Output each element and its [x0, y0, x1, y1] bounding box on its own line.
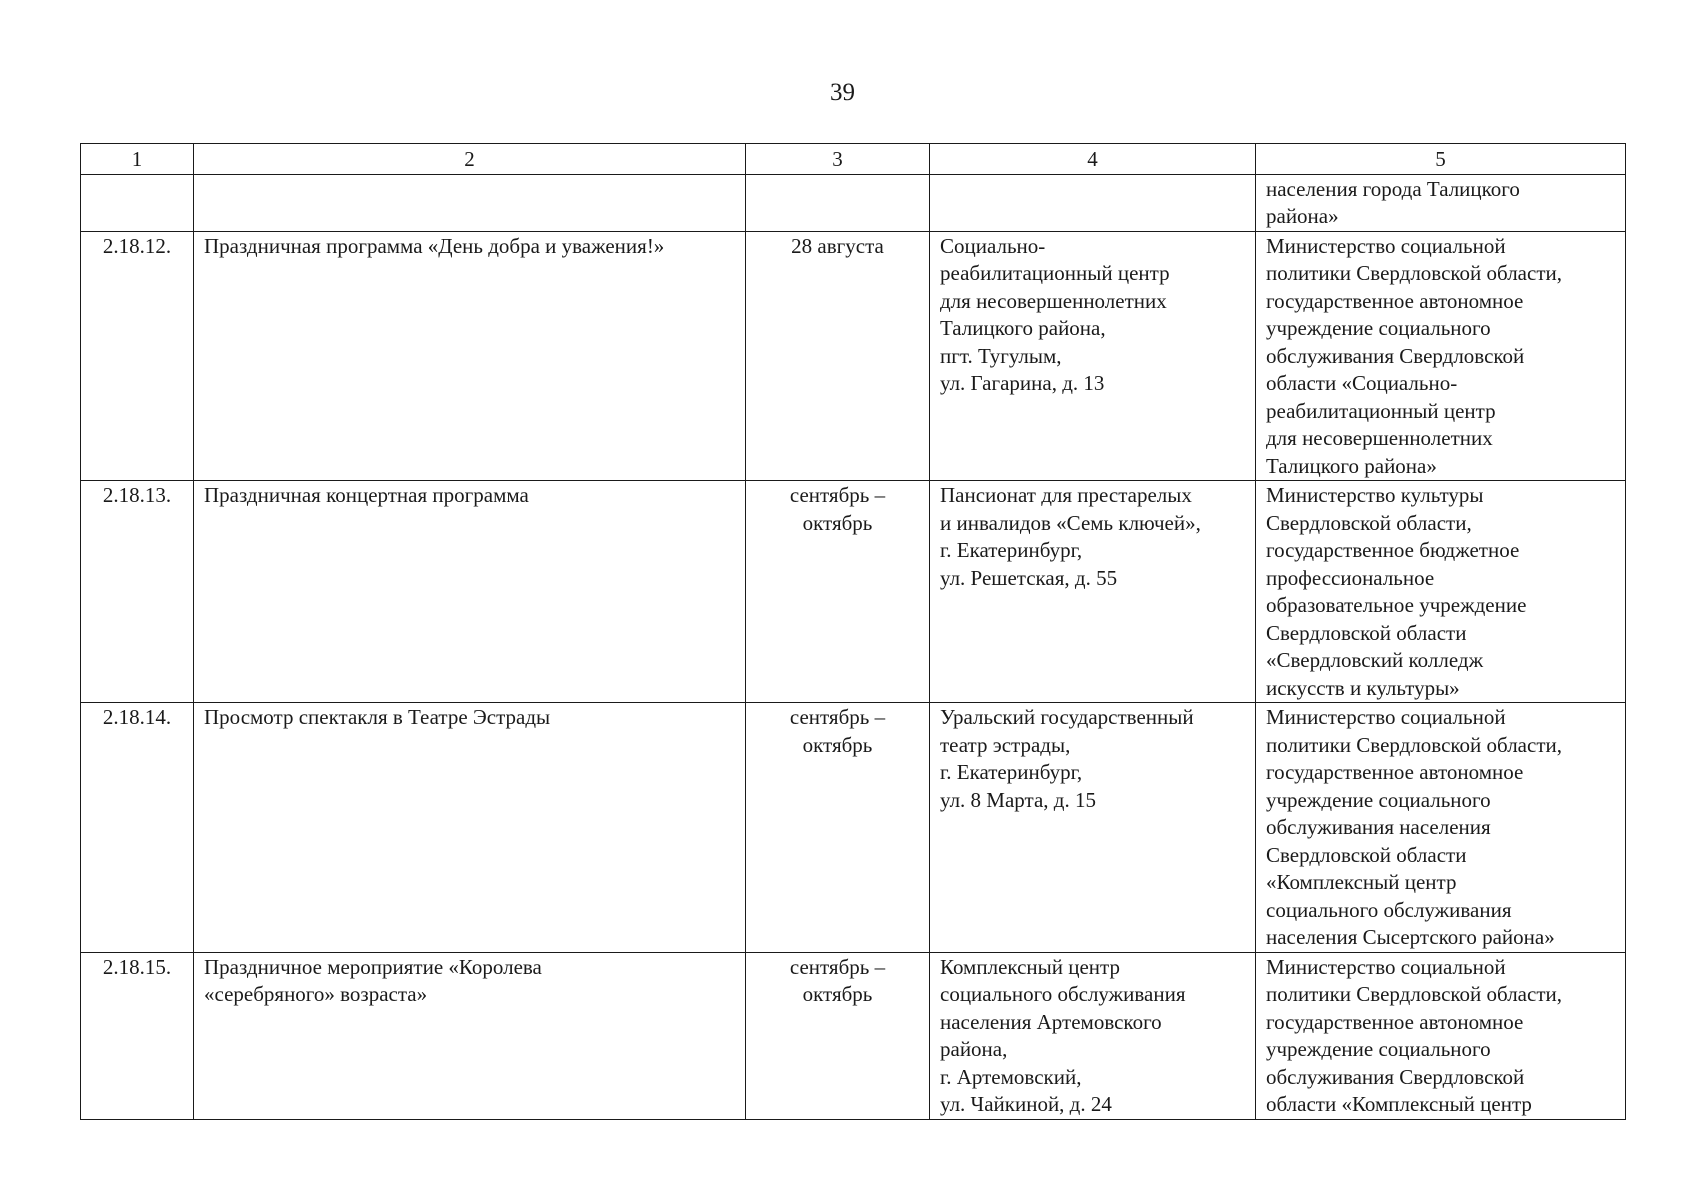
- event-date-cell: сентябрь – октябрь: [746, 952, 930, 1119]
- event-name-cell: Праздничное мероприятие «Королева «серебряного» возраста»: [194, 952, 746, 1119]
- event-date-cell: 28 августа: [746, 231, 930, 481]
- event-place-cell: Социально- реабилитационный центр для несовершеннолетних Талицкого района, пгт. Тугулым, ул. Гагарина, д. 13: [930, 231, 1256, 481]
- event-name-cell: [194, 174, 746, 231]
- organizer-cell: Министерство социальной политики Свердловской области, государственное автономное учреждение социального обслуживания населения Свердловской области «Комплексный центр социального обслуживания населения Сысертского района»: [1256, 703, 1626, 953]
- event-place-cell: Уральский государственный театр эстрады, г. Екатеринбург, ул. 8 Марта, д. 15: [930, 703, 1256, 953]
- column-header-1: 1: [81, 144, 194, 175]
- column-header-4: 4: [930, 144, 1256, 175]
- event-place-cell: [930, 174, 1256, 231]
- event-place-cell: Комплексный центр социального обслуживания населения Артемовского района, г. Артемовский, ул. Чайкиной, д. 24: [930, 952, 1256, 1119]
- event-name-cell: Просмотр спектакля в Театре Эстрады: [194, 703, 746, 953]
- event-place-cell: Пансионат для престарелых и инвалидов «Семь ключей», г. Екатеринбург, ул. Решетская, д. 55: [930, 481, 1256, 703]
- column-header-5: 5: [1256, 144, 1626, 175]
- organizer-cell: населения города Талицкого района»: [1256, 174, 1626, 231]
- table-header: [81, 144, 1626, 175]
- row-number-cell: 2.18.13.: [81, 481, 194, 703]
- table-row: [81, 952, 1626, 1119]
- table-row: [81, 174, 1626, 231]
- table-row: [81, 231, 1626, 481]
- events-table: [80, 143, 1626, 1120]
- page-number: 39: [830, 79, 855, 106]
- event-date-cell: сентябрь – октябрь: [746, 703, 930, 953]
- row-number-cell: 2.18.12.: [81, 231, 194, 481]
- organizer-cell: Министерство социальной политики Свердловской области, государственное автономное учреждение социального обслуживания Свердловской области «Комплексный центр: [1256, 952, 1626, 1119]
- event-name-cell: Праздничная концертная программа: [194, 481, 746, 703]
- column-header-2: 2: [194, 144, 746, 175]
- table-body: [81, 174, 1626, 1119]
- event-date-cell: [746, 174, 930, 231]
- row-number-cell: 2.18.14.: [81, 703, 194, 953]
- table-row: [81, 703, 1626, 953]
- table-row: [81, 481, 1626, 703]
- organizer-cell: Министерство социальной политики Свердловской области, государственное автономное учреждение социального обслуживания Свердловской области «Социально- реабилитационный центр для несовершеннолетних Талицкого района»: [1256, 231, 1626, 481]
- row-number-cell: [81, 174, 194, 231]
- row-number-cell: 2.18.15.: [81, 952, 194, 1119]
- organizer-cell: Министерство культуры Свердловской области, государственное бюджетное профессиональное образовательное учреждение Свердловской области «Свердловский колледж искусств и культуры»: [1256, 481, 1626, 703]
- event-date-cell: сентябрь – октябрь: [746, 481, 930, 703]
- column-header-3: 3: [746, 144, 930, 175]
- event-name-cell: Праздничная программа «День добра и уважения!»: [194, 231, 746, 481]
- header-row: [81, 144, 1626, 175]
